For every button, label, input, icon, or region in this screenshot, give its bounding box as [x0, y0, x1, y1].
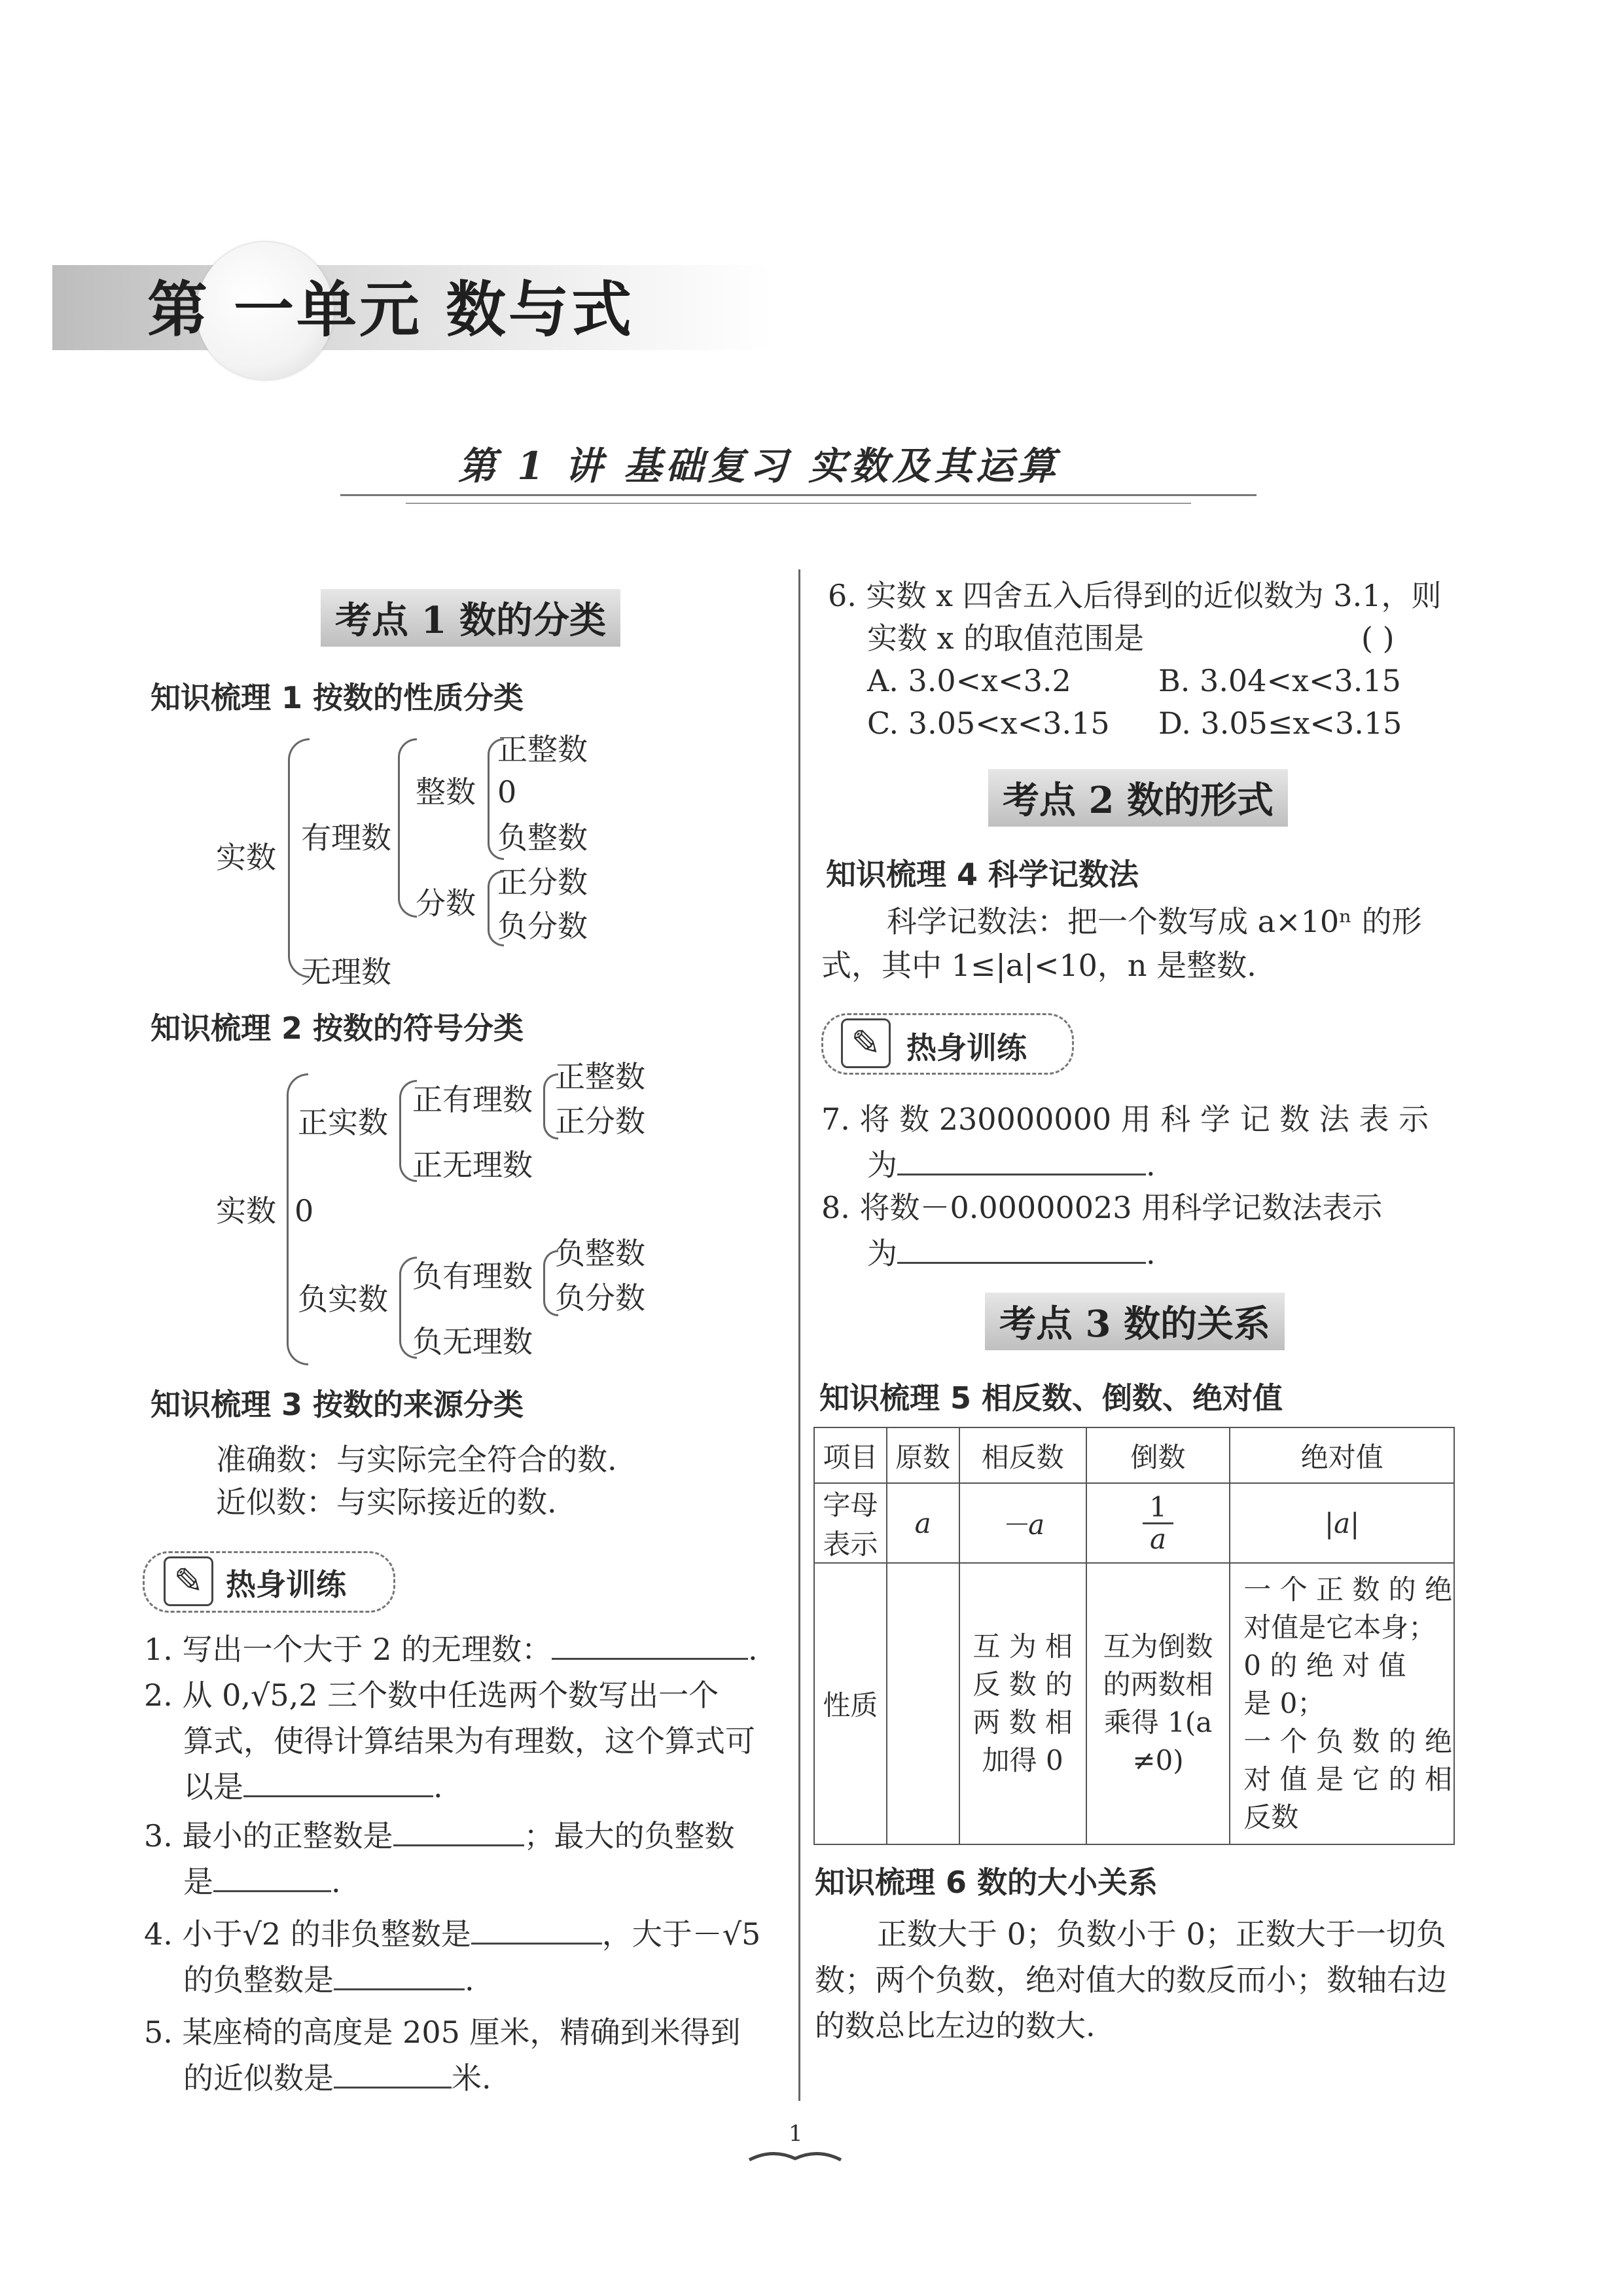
- table-header-opposite: 相反数: [959, 1427, 1086, 1483]
- lecture-title: 第 1 讲 基础复习 实数及其运算: [458, 444, 1060, 488]
- tree2-pos-rat: 正有理数: [412, 1082, 533, 1117]
- unit-title: 第 一单元 数与式: [147, 274, 635, 345]
- title-rule: [340, 494, 1257, 496]
- tree2-pos-frac: 正分数: [555, 1103, 645, 1139]
- zs5-title: 知识梳理 5 相反数、倒数、绝对值: [819, 1380, 1283, 1416]
- zs2-title: 知识梳理 2 按数的符号分类: [151, 1011, 524, 1046]
- title-rule-2: [406, 503, 1191, 504]
- zs4-line2: 式，其中 1≤|a|<10，n 是整数.: [821, 948, 1257, 983]
- question-2-line1: 2. 从 0,√5,2 三个数中任选两个数写出一个: [144, 1677, 719, 1713]
- zs6-line3: 的数总比左边的数大.: [815, 2008, 1096, 2043]
- question-8-line1: 8. 将数－0.00000023 用科学记数法表示: [821, 1190, 1383, 1225]
- tree1-bracket-root: [288, 738, 310, 978]
- pencil-icon: ✎: [841, 1018, 891, 1068]
- question-6-line2: 实数 x 的取值范围是: [867, 620, 1145, 656]
- question-4-line1: 4. 小于√2 的非负整数是 ，大于－√5: [144, 1916, 761, 1952]
- kaodian-1-heading: 考点 1 数的分类: [321, 589, 620, 647]
- kaodian-2-heading: 考点 2 数的形式: [988, 769, 1288, 827]
- zs6-line1: 正数大于 0；负数小于 0；正数大于一切负: [877, 1916, 1446, 1952]
- tree2-neg-irr: 负无理数: [412, 1324, 533, 1359]
- kaodian-3-heading: 考点 3 数的关系: [985, 1293, 1285, 1350]
- zs6-title: 知识梳理 6 数的大小关系: [815, 1865, 1158, 1900]
- tree1-irrational: 无理数: [301, 954, 391, 990]
- properties-table: [813, 1427, 1455, 1845]
- tree1-rational: 有理数: [301, 820, 391, 855]
- zs3-title: 知识梳理 3 按数的来源分类: [151, 1387, 524, 1422]
- warmup-label-1: 热身训练: [226, 1567, 346, 1602]
- tree2-pos-int: 正整数: [555, 1059, 645, 1094]
- table-row2-original: [887, 1563, 959, 1844]
- column-divider: [798, 569, 800, 2101]
- question-1: 1. 写出一个大于 2 的无理数： .: [144, 1632, 758, 1667]
- table-header-original: 原数: [887, 1427, 959, 1483]
- tree2-neg-real: 负实数: [298, 1282, 388, 1317]
- question-7-line2: 为 .: [867, 1147, 1156, 1183]
- table-header-reciprocal: 倒数: [1086, 1427, 1230, 1483]
- page-ornament-icon: [746, 2147, 844, 2166]
- question-6-line1: 6. 实数 x 四舍五入后得到的近似数为 3.1，则: [828, 578, 1442, 613]
- tree1-neg-int: 负整数: [497, 820, 588, 855]
- tree1-zero: 0: [497, 774, 517, 810]
- tree1-pos-frac: 正分数: [497, 865, 588, 900]
- zs6-line2: 数；两个负数，绝对值大的数反而小；数轴右边: [815, 1962, 1447, 1998]
- tree2-pos-real: 正实数: [298, 1105, 388, 1140]
- question-8-line2: 为 .: [867, 1236, 1156, 1271]
- question-6-option-d: D. 3.05≤x<3.15: [1158, 706, 1402, 741]
- tree2-pos-irr: 正无理数: [412, 1147, 533, 1183]
- tree1-root: 实数: [216, 840, 276, 875]
- table-row2-label: 性质: [814, 1563, 887, 1844]
- table-row1-opposite: －a: [959, 1483, 1086, 1563]
- question-5-line2: 的近似数是 米.: [183, 2060, 491, 2096]
- question-7-line1: 7. 将 数 230000000 用 科 学 记 数 法 表 示: [821, 1102, 1429, 1137]
- tree1-bracket-rational: [398, 738, 417, 918]
- table-row2-absolute: 一 个 正 数 的 绝 对值是它本身； 0 的 绝 对 值 是 0； 一 个 负 数 的 绝 对 值 是 它 的 相 反数: [1230, 1563, 1454, 1844]
- tree1-neg-frac: 负分数: [497, 908, 588, 944]
- table-row1-label: 字母 表示: [814, 1483, 887, 1563]
- zs3-line1: 准确数：与实际完全符合的数.: [216, 1442, 617, 1477]
- question-2-line2: 算式，使得计算结果为有理数，这个算式可: [183, 1723, 755, 1759]
- tree1-fraction: 分数: [416, 886, 476, 921]
- question-6-option-c: C. 3.05<x<3.15: [867, 706, 1110, 741]
- question-4-line2: 的负整数是 .: [183, 1962, 474, 1998]
- table-row2-opposite: 互 为 相 反 数 的 两 数 相 加得 0: [959, 1563, 1086, 1844]
- tree2-neg-int: 负整数: [555, 1236, 645, 1271]
- question-6-option-b: B. 3.04<x<3.15: [1158, 663, 1401, 698]
- table-header-item: 项目: [814, 1427, 887, 1483]
- tree1-integer: 整数: [416, 774, 476, 810]
- table-row1-reciprocal: $\frac{1}{a}$: [1086, 1483, 1230, 1563]
- question-2-line3: 以是 .: [183, 1769, 443, 1804]
- question-3-line2: 是 .: [183, 1864, 341, 1899]
- tree2-root: 实数: [216, 1193, 276, 1229]
- pencil-icon: ✎: [164, 1556, 213, 1606]
- tree1-pos-int: 正整数: [497, 732, 588, 767]
- zs4-line1: 科学记数法：把一个数写成 a×10ⁿ 的形: [887, 904, 1422, 939]
- question-5-line1: 5. 某座椅的高度是 205 厘米，精确到米得到: [144, 2015, 741, 2050]
- question-6-option-a: A. 3.0<x<3.2: [867, 663, 1071, 698]
- question-3-line1: 3. 最小的正整数是 ；最大的负整数: [144, 1818, 735, 1854]
- table-row2-reciprocal: 互为倒数 的两数相 乘得 1(a ≠0): [1086, 1563, 1230, 1844]
- table-row1-original: a: [887, 1483, 959, 1563]
- zs4-title: 知识梳理 4 科学记数法: [826, 857, 1139, 892]
- table-header-absolute: 绝对值: [1230, 1427, 1454, 1483]
- tree2-neg-frac: 负分数: [555, 1280, 645, 1316]
- tree2-neg-rat: 负有理数: [412, 1259, 533, 1294]
- question-6-paren: ( ): [1361, 620, 1395, 656]
- warmup-label-2: 热身训练: [906, 1030, 1027, 1066]
- zs1-title: 知识梳理 1 按数的性质分类: [151, 680, 524, 715]
- table-row1-absolute: |a|: [1230, 1483, 1454, 1563]
- tree2-zero: 0: [294, 1193, 314, 1229]
- zs3-line2: 近似数：与实际接近的数.: [216, 1484, 557, 1520]
- page-number: 1: [789, 2121, 803, 2147]
